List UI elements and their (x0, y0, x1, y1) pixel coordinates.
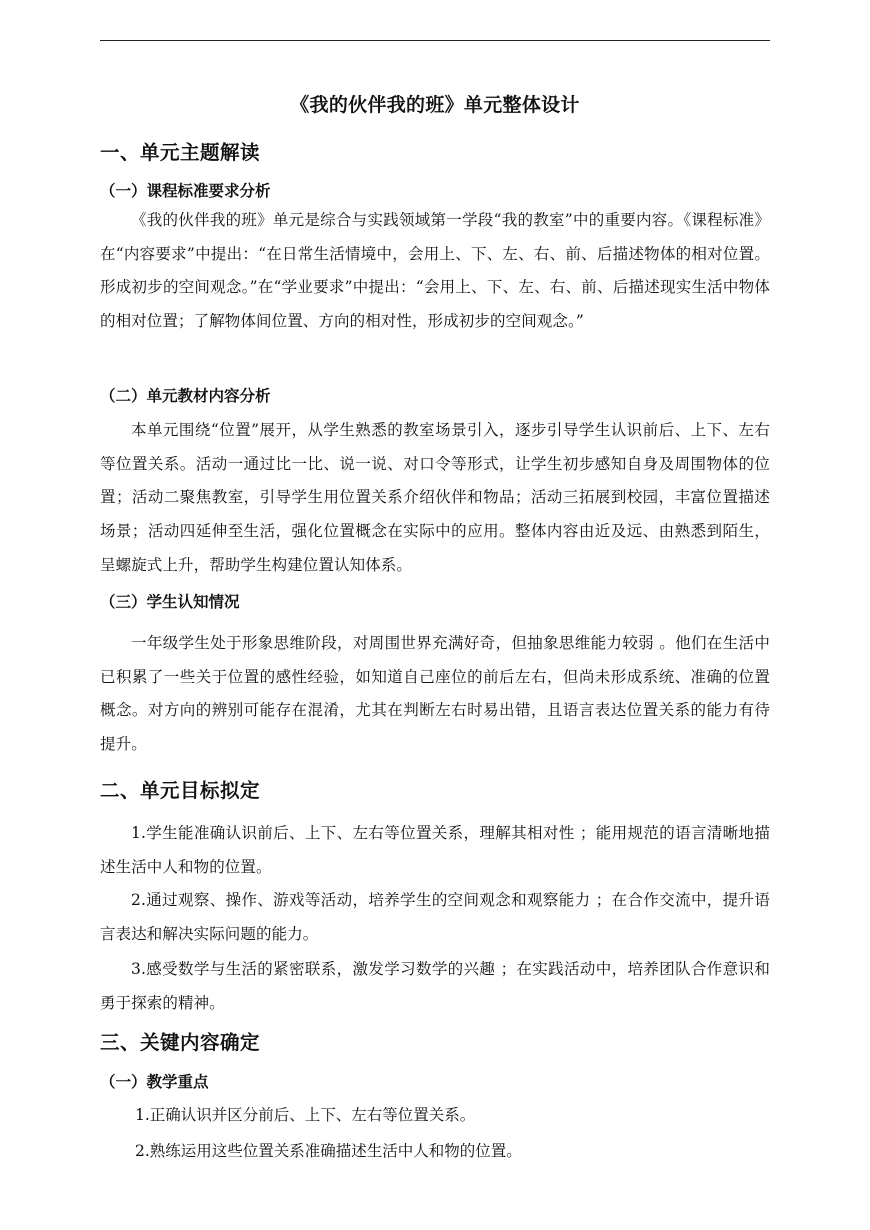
goal-item-2: 2.通过观察、操作、游戏等活动，培养学生的空间观念和观察能力 ；在合作交流中，提升语言表达和解决实际问题的能力。 (100, 891, 770, 943)
subsection-heading-curriculum-standards: （一）课程标准要求分析 (100, 182, 271, 200)
paragraph-curriculum-standards: 《我的伙伴我的班》单元是综合与实践领域第一学段“我的教室”中的重要内容。《课程标准》 在“内容要求”中提出：“在日常生活情境中，会用上、下、左、右、前、后描述物体的相对位置。形成初步的空间观念。”在“学业要求”中提出：“会用上、下、左、右、前、后描述现实生活中物体的相对位置；了解物体间位置、方向的相对性，形成初步的空间观念。” (100, 211, 770, 331)
goal-item-3: 3.感受数学与生活的紧密联系，激发学习数学的兴趣 ；在实践活动中，培养团队合作意识和勇于探索的精神。 (100, 960, 770, 1012)
section-heading-unit-goals: 二、单元目标拟定 (100, 779, 261, 802)
document-title: 《我的伙伴我的班》单元整体设计 (290, 94, 580, 116)
paragraph-textbook-analysis: 本单元围绕“位置”展开，从学生熟悉的教室场景引入，逐步引导学生认识前后、上下、左右等位置关系。活动一通过比一比、说一说、对口令等形式，让学生初步感知自身及周围物体的位置；活动二聚焦教室，引导学生用位置关系介绍伙伴和物品；活动三拓展到校园，丰富位置描述场景；活动四延伸至生活，强化位置概念在实际中的应用。整体内容由近及远、由熟悉到陌生，呈螺旋式上升，帮助学生构建位置认知体系。 (100, 421, 770, 574)
focus-item-2: 2.熟练运用这些位置关系准确描述生活中人和物的位置。 (135, 1142, 522, 1160)
section-heading-key-content: 三、关键内容确定 (100, 1031, 261, 1054)
subsection-heading-textbook-analysis: （二）单元教材内容分析 (100, 387, 271, 405)
focus-item-1: 1.正确认识并区分前后、上下、左右等位置关系。 (135, 1106, 476, 1124)
header-rule (100, 40, 770, 41)
subsection-heading-student-cognition: （三）学生认知情况 (100, 593, 240, 611)
goal-item-1: 1.学生能准确认识前后、上下、左右等位置关系，理解其相对性 ；能用规范的语言清晰地描述生活中人和物的位置。 (100, 824, 770, 876)
section-heading-unit-theme: 一、单元主题解读 (100, 141, 261, 164)
paragraph-student-cognition: 一年级学生处于形象思维阶段，对周围世界充满好奇，但抽象思维能力较弱 。他们在生活中已积累了一些关于位置的感性经验，如知道自己座位的前后左右，但尚未形成系统、准确的位置概念。对方向的辨别可能存在混淆，尤其在判断左右时易出错，且语言表达位置关系的能力有待提升。 (100, 634, 770, 754)
subsection-heading-teaching-focus: （一）教学重点 (100, 1073, 209, 1091)
